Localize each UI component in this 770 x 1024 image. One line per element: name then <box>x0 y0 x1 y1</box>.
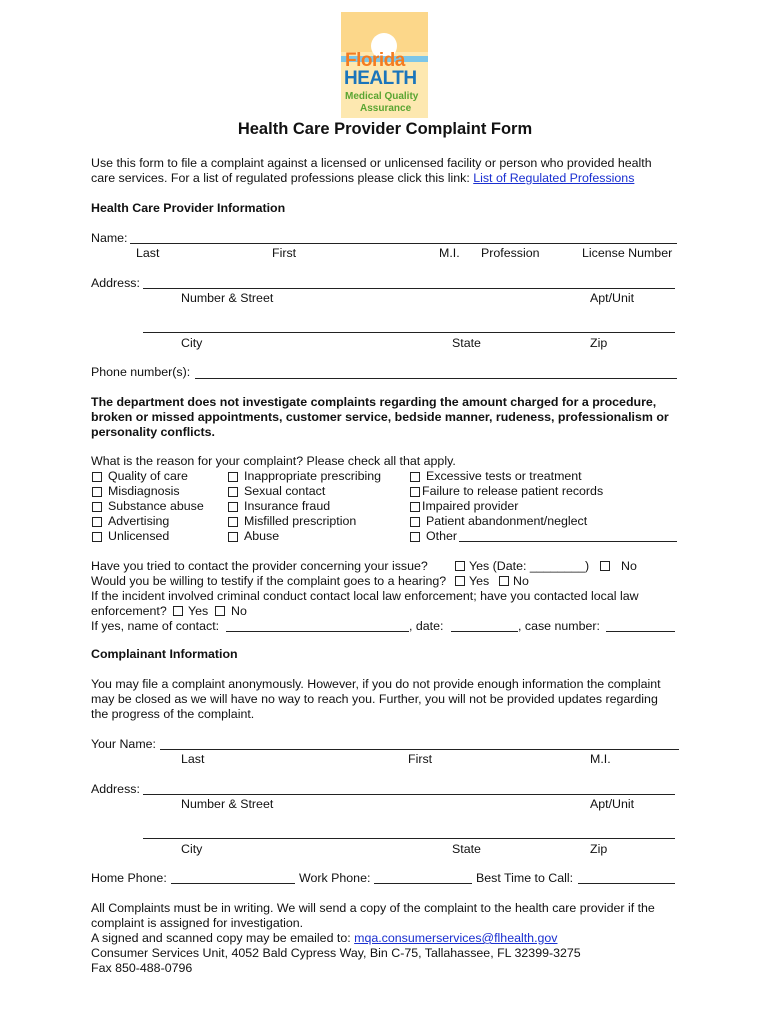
provider-apt: Apt/Unit <box>590 291 635 305</box>
reason-failure-release-records: Failure to release patient records <box>422 484 604 498</box>
reason-misfilled-prescription: Misfilled prescription <box>244 514 357 528</box>
logo-health-text: HEALTH <box>344 68 417 89</box>
checkbox-misfilled-prescription[interactable] <box>228 517 238 527</box>
complainant-address-line-1[interactable] <box>143 794 675 795</box>
consumer-services-email-link[interactable]: mqa.consumerservices@flhealth.gov <box>354 931 558 945</box>
law-enforcement-question-2: enforcement? <box>91 604 167 618</box>
your-name-last: Last <box>181 752 205 766</box>
complainant-address-line-2[interactable] <box>143 838 675 839</box>
your-name-mi: M.I. <box>590 752 611 766</box>
intro-line-1: Use this form to file a complaint against a licensed or unlicensed facility or person who provided health <box>91 156 652 170</box>
contact-yes-date: Yes (Date: ________) <box>469 559 590 573</box>
complainant-apt: Apt/Unit <box>590 797 635 811</box>
contact-name-line[interactable] <box>226 631 409 632</box>
provider-phone-line[interactable] <box>195 378 677 379</box>
checkbox-law-no[interactable] <box>215 606 225 616</box>
provider-street: Number & Street <box>181 291 274 305</box>
footer-email-prefix: A signed and scanned copy may be emailed to: <box>91 931 355 945</box>
logo-mqa-text: Medical Quality <box>345 91 419 102</box>
complainant-city: City <box>181 842 203 856</box>
complainant-section-heading: Complainant Information <box>91 647 238 661</box>
reason-sexual-contact: Sexual contact <box>244 484 326 498</box>
testify-no: No <box>513 574 529 588</box>
provider-section-heading: Health Care Provider Information <box>91 201 286 215</box>
logo-assurance-text: Assurance <box>360 103 412 114</box>
provider-phone-label: Phone number(s): <box>91 365 191 379</box>
reason-quality-of-care: Quality of care <box>108 469 188 483</box>
reason-other-line[interactable] <box>459 541 677 542</box>
checkbox-law-yes[interactable] <box>173 606 183 616</box>
provider-name-mi: M.I. <box>439 246 460 260</box>
checkbox-impaired-provider[interactable] <box>410 502 420 512</box>
provider-address-line-1[interactable] <box>143 288 675 289</box>
work-phone-label: Work Phone: <box>299 871 371 885</box>
law-enforcement-question-1: If the incident involved criminal conduct contact local law enforcement; have you contacted local law <box>91 589 639 603</box>
checkbox-advertising[interactable] <box>92 517 102 527</box>
checkbox-excessive-tests[interactable] <box>410 472 420 482</box>
disclaimer-line-3: personality conflicts. <box>91 425 215 439</box>
checkbox-testify-yes[interactable] <box>455 576 465 586</box>
intro-line-2 <box>91 171 634 185</box>
reason-advertising: Advertising <box>108 514 170 528</box>
reason-excessive-tests: Excessive tests or treatment <box>426 469 582 483</box>
footer-fax: Fax 850-488-0796 <box>91 961 193 975</box>
checkbox-patient-abandonment[interactable] <box>410 517 420 527</box>
reason-patient-abandonment: Patient abandonment/neglect <box>426 514 588 528</box>
reason-question: What is the reason for your complaint? Please check all that apply. <box>91 454 456 468</box>
logo-florida-text: Florida <box>345 50 405 71</box>
contact-date-line[interactable] <box>451 631 518 632</box>
provider-zip: Zip <box>590 336 608 350</box>
contact-no: No <box>621 559 637 573</box>
checkbox-unlicensed[interactable] <box>92 532 102 542</box>
reason-unlicensed: Unlicensed <box>108 529 170 543</box>
your-name-line[interactable] <box>160 749 679 750</box>
contact-provider-question: Have you tried to contact the provider concerning your issue? <box>91 559 428 573</box>
checkbox-substance-abuse[interactable] <box>92 502 102 512</box>
checkbox-other[interactable] <box>410 532 420 542</box>
contact-name-label: If yes, name of contact: <box>91 619 220 633</box>
anonymous-para-3: the progress of the complaint. <box>91 707 255 721</box>
work-phone-line[interactable] <box>374 883 472 884</box>
complainant-address-label: Address: <box>91 782 140 796</box>
law-yes: Yes <box>188 604 209 618</box>
florida-health-logo <box>341 12 428 118</box>
case-number-line[interactable] <box>606 631 675 632</box>
your-name-first: First <box>408 752 433 766</box>
provider-name-last: Last <box>136 246 160 260</box>
intro-line-2-text: care services. For a list of regulated professions please click this link: <box>91 171 474 185</box>
best-time-label: Best Time to Call: <box>476 871 574 885</box>
best-time-line[interactable] <box>578 883 675 884</box>
case-number-label: , case number: <box>518 619 600 633</box>
footer-line-3 <box>91 931 558 945</box>
provider-license: License Number <box>582 246 673 260</box>
reason-impaired-provider: Impaired provider <box>422 499 519 513</box>
page-title: Health Care Provider Complaint Form <box>237 120 533 138</box>
complainant-state: State <box>452 842 481 856</box>
reason-substance-abuse: Substance abuse <box>108 499 204 513</box>
reason-other: Other <box>426 529 457 543</box>
reason-insurance-fraud: Insurance fraud <box>244 499 331 513</box>
provider-name-line[interactable] <box>130 243 677 244</box>
provider-city: City <box>181 336 203 350</box>
complainant-street: Number & Street <box>181 797 274 811</box>
testify-yes: Yes <box>469 574 490 588</box>
footer-line-1: All Complaints must be in writing. We will send a copy of the complaint to the health care provider if the <box>91 901 655 915</box>
law-no: No <box>231 604 247 618</box>
home-phone-label: Home Phone: <box>91 871 167 885</box>
contact-date-label: , date: <box>409 619 444 633</box>
checkbox-insurance-fraud[interactable] <box>228 502 238 512</box>
reason-inappropriate-prescribing: Inappropriate prescribing <box>244 469 382 483</box>
complainant-zip: Zip <box>590 842 608 856</box>
regulated-professions-link[interactable]: List of Regulated Professions <box>473 171 635 185</box>
provider-name-label: Name: <box>91 231 128 245</box>
checkbox-inappropriate-prescribing[interactable] <box>228 472 238 482</box>
your-name-label: Your Name: <box>91 737 156 751</box>
home-phone-line[interactable] <box>171 883 295 884</box>
checkbox-contact-no[interactable] <box>600 561 610 571</box>
checkbox-testify-no[interactable] <box>499 576 509 586</box>
anonymous-para-2: may be closed as we will have no way to reach you. Further, you will not be provided updates regarding <box>91 692 658 706</box>
reason-misdiagnosis: Misdiagnosis <box>108 484 180 498</box>
reason-abuse: Abuse <box>244 529 280 543</box>
provider-profession: Profession <box>481 246 540 260</box>
testify-question: Would you be willing to testify if the complaint goes to a hearing? <box>91 574 447 588</box>
checkbox-sexual-contact[interactable] <box>228 487 238 497</box>
footer-line-2: complaint is assigned for investigation. <box>91 916 304 930</box>
disclaimer-line-1: The department does not investigate complaints regarding the amount charged for a procedure, <box>91 395 657 409</box>
checkbox-failure-release-records[interactable] <box>410 487 420 497</box>
checkbox-contact-yes[interactable] <box>455 561 465 571</box>
provider-name-first: First <box>272 246 297 260</box>
provider-state: State <box>452 336 481 350</box>
disclaimer-line-2: broken or missed appointments, customer service, bedside manner, rudeness, professionalism or <box>91 410 669 424</box>
footer-address: Consumer Services Unit, 4052 Bald Cypress Way, Bin C-75, Tallahassee, FL 32399-3275 <box>91 946 581 960</box>
checkbox-quality-of-care[interactable] <box>92 472 102 482</box>
provider-address-line-2[interactable] <box>143 332 675 333</box>
checkbox-misdiagnosis[interactable] <box>92 487 102 497</box>
anonymous-para-1: You may file a complaint anonymously. However, if you do not provide enough information the complaint <box>91 677 661 691</box>
checkbox-abuse[interactable] <box>228 532 238 542</box>
provider-address-label: Address: <box>91 276 140 290</box>
